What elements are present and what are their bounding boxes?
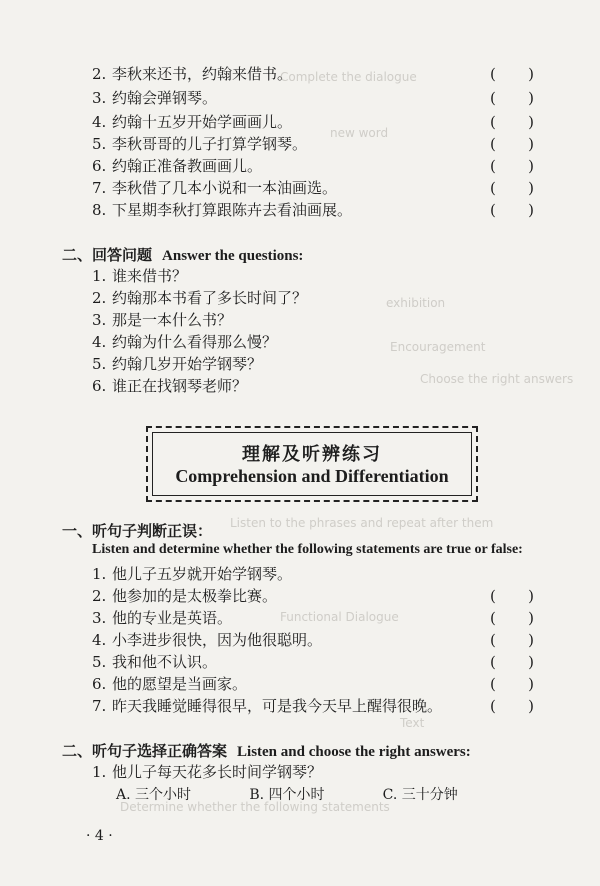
answer-blank[interactable]: ( ) bbox=[490, 89, 534, 107]
section-heading-true-false: 一、听句子判断正误： bbox=[62, 522, 213, 540]
question-item: 2. 约翰那本书看了多长时间了？ bbox=[92, 289, 308, 307]
answer-blank[interactable]: ( ) bbox=[490, 135, 534, 153]
bleed-through-text: Functional Dialogue bbox=[280, 610, 399, 624]
section-title-box bbox=[146, 426, 478, 502]
question-item: 1. 他儿子每天花多长时间学钢琴？ bbox=[92, 763, 323, 781]
statement-item: 6. 他的愿望是当画家。 ( ) bbox=[92, 675, 534, 693]
statement-item: 2. 他参加的是太极拳比赛。 ( ) bbox=[92, 587, 534, 605]
question-item: 3. 那是一本什么书？ bbox=[92, 311, 233, 329]
answer-blank[interactable]: ( ) bbox=[490, 697, 534, 715]
question-item: 1. 谁来借书？ bbox=[92, 267, 188, 285]
answer-blank[interactable]: ( ) bbox=[490, 201, 534, 219]
question-item: 5. 约翰几岁开始学钢琴？ bbox=[92, 355, 263, 373]
statement-item: 8. 下星期李秋打算跟陈卉去看油画展。 ( ) bbox=[92, 201, 534, 219]
statement-item: 2. 李秋来还书，约翰来借书。 ( ) bbox=[92, 65, 534, 83]
section-heading-choose-answers: 二、听句子选择正确答案 Listen and choose the right answers: bbox=[62, 742, 471, 760]
statement-item: 7. 李秋借了几本小说和一本油画选。 ( ) bbox=[92, 179, 534, 197]
bleed-through-text: Text bbox=[400, 716, 425, 730]
statement-item: 6. 约翰正准备教画画儿。 ( ) bbox=[92, 157, 534, 175]
statement-item: 4. 小李进步很快，因为他很聪明。 ( ) bbox=[92, 631, 534, 649]
statement-item: 3. 他的专业是英语。 ( ) bbox=[92, 609, 534, 627]
answer-options bbox=[116, 784, 516, 804]
instruction-english: Listen and determine whether the following statements are true or false: bbox=[92, 542, 523, 557]
answer-blank[interactable]: ( ) bbox=[490, 653, 534, 671]
answer-blank[interactable]: ( ) bbox=[490, 609, 534, 627]
page-number: · 4 · bbox=[86, 828, 113, 844]
section-title-english: Comprehension and Differentiation bbox=[175, 466, 449, 486]
statement-item: 1. 他儿子五岁就开始学钢琴。 bbox=[92, 565, 293, 583]
bleed-through-text: Determine whether the following statements bbox=[120, 800, 390, 814]
section-heading-answer-questions: 二、回答问题 Answer the questions: bbox=[62, 246, 304, 264]
option-b[interactable]: B. 四个小时 bbox=[249, 787, 325, 803]
bleed-through-text: Listen to the phrases and repeat after them bbox=[230, 516, 494, 530]
bleed-through-text: exhibition bbox=[386, 296, 446, 310]
question-item: 4. 约翰为什么看得那么慢？ bbox=[92, 333, 278, 351]
statement-item: 5. 我和他不认识。 ( ) bbox=[92, 653, 534, 671]
bleed-through-text: Encouragement bbox=[390, 340, 486, 354]
answer-blank[interactable]: ( ) bbox=[490, 587, 534, 605]
statement-item: 3. 约翰会弹钢琴。 ( ) bbox=[92, 89, 534, 107]
statement-item: 5. 李秋哥哥的儿子打算学钢琴。 ( ) bbox=[92, 135, 534, 153]
answer-blank[interactable]: ( ) bbox=[490, 157, 534, 175]
bleed-through-text: new word bbox=[330, 126, 389, 140]
bleed-through-text: Complete the dialogue bbox=[280, 70, 417, 84]
answer-blank[interactable]: ( ) bbox=[490, 179, 534, 197]
question-item: 6. 谁正在找钢琴老师？ bbox=[92, 377, 248, 395]
statement-item: 4. 约翰十五岁开始学画画儿。 ( ) bbox=[92, 113, 534, 131]
statement-item: 7. 昨天我睡觉睡得很早，可是我今天早上醒得很晚。 ( ) bbox=[92, 697, 534, 715]
option-a[interactable]: A. 三个小时 bbox=[116, 787, 192, 803]
section-title-chinese: 理解及听辨练习 bbox=[242, 444, 382, 465]
answer-blank[interactable]: ( ) bbox=[490, 113, 534, 131]
answer-blank[interactable]: ( ) bbox=[490, 631, 534, 649]
answer-blank[interactable]: ( ) bbox=[490, 65, 534, 83]
bleed-through-text: Choose the right answers bbox=[420, 372, 574, 386]
answer-blank[interactable]: ( ) bbox=[490, 675, 534, 693]
option-c[interactable]: C. 三十分钟 bbox=[382, 787, 458, 803]
